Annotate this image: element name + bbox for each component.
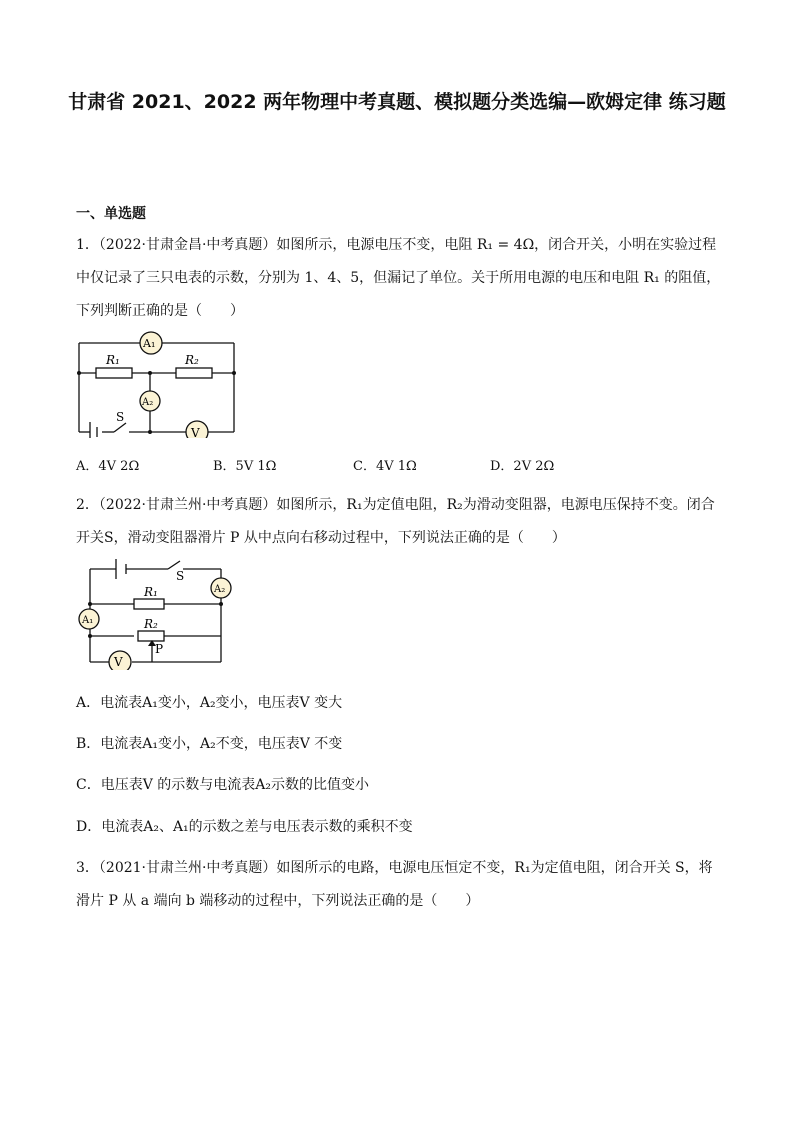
- section-heading: 一、单选题: [76, 206, 146, 222]
- ammeter-a1-label: A₁: [143, 337, 156, 350]
- q2-option-c: C．电压表V 的示数与电流表A₂示数的比值变小: [76, 777, 369, 793]
- question-1-circuit-figure: [74, 330, 239, 438]
- question-2-text: 2．（2022·甘肃兰州·中考真题）如图所示，R₁为定值电阻，R₂为滑动变阻器，电源电压保持不变。闭合开关S，滑动变阻器滑片 P 从中点向右移动过程中，下列说法正确的是（ ）: [76, 497, 715, 546]
- slider-p-label: P: [155, 642, 164, 656]
- q2-option-d: D．电流表A₂、A₁的示数之差与电压表示数的乘积不变: [76, 819, 413, 835]
- question-3-text: 3．（2021·甘肃兰州·中考真题）如图所示的电路，电源电压恒定不变，R₁为定值电阻，闭合开关 S，将滑片 P 从 a 端向 b 端移动的过程中，下列说法正确的是（ ）: [76, 860, 713, 909]
- question-1-text: 1．（2022·甘肃金昌·中考真题）如图所示，电源电压不变，电阻 R₁ = 4Ω，闭合开关，小明在实验过程中仅记录了三只电表的示数，分别为 1、4、5，但漏记了单位。关于所用电源的电压和电阻 R₁ 的阻值，下列判断正确的是（ ）: [76, 237, 721, 319]
- question-1-options: [76, 455, 676, 475]
- resistor-r1-label: R₁: [144, 585, 158, 599]
- page-title: 甘肃省 2021、2022 两年物理中考真题、模拟题分类选编—欧姆定律 练习题: [68, 91, 726, 113]
- resistor-r2-label: R₂: [185, 353, 199, 367]
- q2-option-a: A．电流表A₁变小，A₂变小，电压表V 变大: [76, 695, 343, 711]
- question-2-circuit-figure: [76, 554, 236, 670]
- ammeter-a2-label: A₂: [142, 397, 154, 408]
- resistor-r1-label: R₁: [106, 353, 120, 367]
- ammeter-a1-label: A₁: [82, 615, 94, 626]
- q2-option-b: B．电流表A₁变小，A₂不变，电压表V 不变: [76, 736, 343, 752]
- resistor-r2-label: R₂: [144, 617, 158, 631]
- voltmeter-label: V: [191, 426, 200, 438]
- voltmeter-label: V: [114, 655, 123, 669]
- q1-option-d: D．2V 2Ω: [490, 459, 555, 474]
- ammeter-a2-label: A₂: [214, 584, 226, 595]
- q1-option-b: B．5V 1Ω: [213, 459, 277, 474]
- q1-option-c: C．4V 1Ω: [353, 459, 417, 474]
- q1-option-a: A．4V 2Ω: [76, 459, 140, 474]
- switch-label: S: [176, 569, 185, 583]
- switch-label: S: [116, 410, 125, 424]
